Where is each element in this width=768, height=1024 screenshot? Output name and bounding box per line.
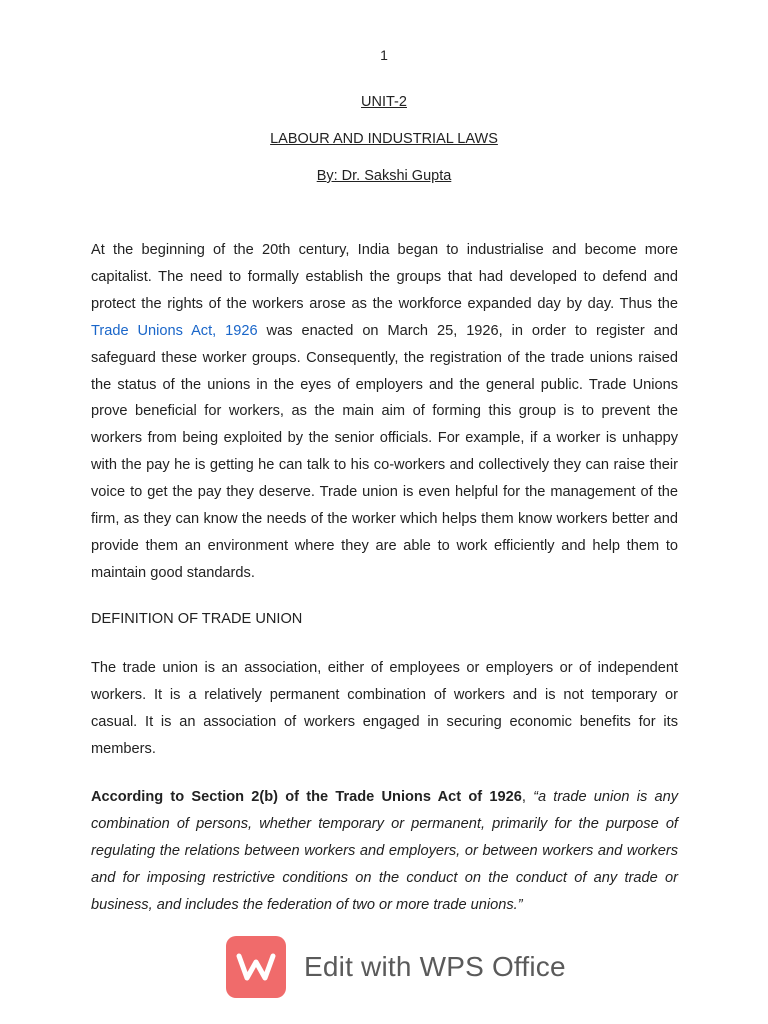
section-reference: According to Section 2(b) of the Trade Unions Act of 1926: [91, 789, 522, 805]
section-quote-paragraph: [91, 784, 678, 919]
definition-paragraph: The trade union is an association, either of employees or employers or of independent workers. It is a relatively permanent combination of workers and is not temporary or casual. It is an association of workers engaged in securing economic benefits for its members.: [91, 660, 678, 757]
page-number: 1: [380, 47, 388, 63]
intro-paragraph: [91, 237, 678, 587]
document-title: LABOUR AND INDUSTRIAL LAWS: [270, 131, 498, 147]
unit-heading: UNIT-2: [361, 94, 407, 110]
trade-unions-act-link[interactable]: Trade Unions Act, 1926: [91, 322, 258, 339]
intro-text-start: At the beginning of the 20th century, India began to industrialise and become more capitalist. The need to formally establish the groups that had developed to defend and protect the rights of the workers arose as the workforce expanded day by day. Thus the: [91, 242, 678, 312]
definition-quote: “a trade union is any combination of persons, whether temporary or permanent, primarily for the purpose of regulating the relations between workers and employers, or between workers and workers and for imposing restrictive conditions on the conduct on the conduct of any trade or business, and includes the federation of two or more trade unions.”: [91, 789, 678, 913]
wps-logo-icon: [226, 936, 286, 998]
definition-heading: DEFINITION OF TRADE UNION: [91, 611, 303, 627]
wps-w-icon: [236, 952, 276, 982]
section-separator: ,: [521, 789, 534, 805]
intro-text-end: was enacted on March 25, 1926, in order to register and safeguard these worker groups. Consequently, the registration of the trade unions raised the status of the unions in the eyes of employers and the general public. Trade Unions prove beneficial for workers, as the main aim of forming this group is to prevent the workers from being exploited by the senior officials. For example, if a worker is unhappy with the pay he is getting he can talk to his co-workers and collectively they can raise their voice to get the pay they deserve. Trade union is even helpful for the management of the firm, as they can know the needs of the worker which helps them know workers better and provide them an environment where they are able to work efficiently and help them to maintain good standards.: [91, 322, 678, 581]
wps-label: Edit with WPS Office: [304, 951, 566, 982]
author-line: By: Dr. Sakshi Gupta: [316, 168, 452, 184]
edit-with-wps-button[interactable]: [226, 936, 566, 998]
